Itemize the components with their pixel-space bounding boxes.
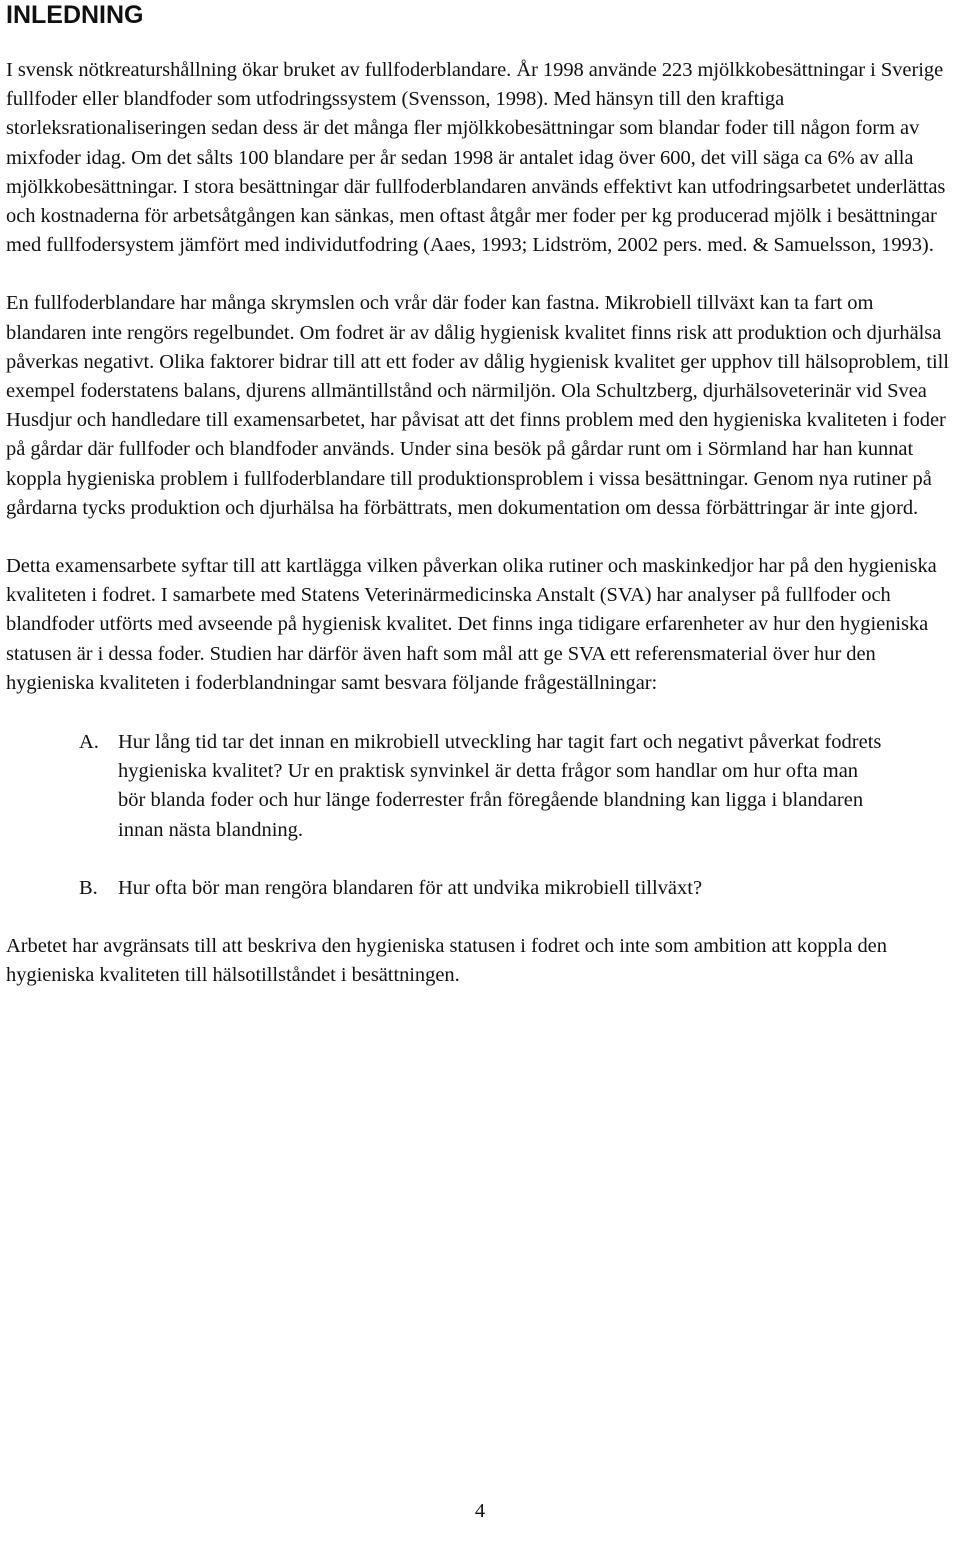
research-question-a [6,728,946,845]
research-question-b [6,874,946,903]
list-marker: B. [79,876,98,899]
paragraph-aim: Detta examensarbete syftar till att kartlägga vilken påverkan olika rutiner och maskinkedjor har på den hygieniska kvaliteten i fodret. I samarbete med Statens Veterinärmedicinska Anstalt (SVA) har analyser på fullfoder och blandfoder utförts med avseende på hygienisk kvalitet. Det finns inga tidigare erfarenheter av hur den hygieniska statusen är i dessa foder. Studien har därför även haft som mål att ge SVA ett referensmaterial över hur den hygieniska kvaliteten i foderblandningar samt besvara följande frågeställningar: [6,555,937,694]
paragraph-scope: Arbetet har avgränsats till att beskriva den hygieniska statusen i fodret och inte som ambition att koppla den hygieniska kvaliteten till hälsotillståndet i besättningen. [6,935,887,987]
list-item-text: Hur lång tid tar det innan en mikrobiell utveckling har tagit fart och negativt påverkat fodrets hygieniska kvalitet? Ur en praktisk synvinkel är detta frågor som handlar om hur ofta man bör blanda foder och hur länge foderrester från föregående blandning kan ligga i blandaren innan nästa blandning. [118,731,882,841]
research-questions-list [6,728,956,903]
section-heading: INLEDNING [6,1,144,29]
paragraph-mixer-hygiene: En fullfoderblandare har många skrymslen och vrår där foder kan fastna. Mikrobiell tillväxt kan ta fart om blandaren inte rengörs regelbundet. Om fodret är av dålig hygienisk kvalitet finns risk att produktion och djurhälsa påverkas negativt. Olika faktorer bidrar till att ett foder av dålig hygienisk kvalitet ger upphov till hälsoproblem, till exempel foderstatens balans, djurens allmäntillstånd och närmiljön. Ola Schultzberg, djurhälsoveterinär vid Svea Husdjur och handledare till examensarbetet, har påvisat att det finns problem med den hygieniska kvaliteten i foder på gårdar där fullfoder och blandfoder används. Under sina besök på gårdar runt om i Sörmland har han kunnat koppla hygieniska problem i fullfoderblandare till produktionsproblem i vissa besättningar. Genom nya rutiner på gårdarna tycks produktion och djurhälsa ha förbättrats, men dokumentation om dessa förbättringar är inte gjord. [6,292,949,519]
document-page [6,0,956,990]
paragraph-intro: I svensk nötkreaturshållning ökar bruket av fullfoderblandare. År 1998 använde 223 mjölkkobesättningar i Sverige fullfoder eller blandfoder som utfodringssystem (Svensson, 1998). Med hänsyn till den kraftiga storleksrationaliseringen sedan dess är det många fler mjölkkobesättningar som blandar foder till någon form av mixfoder idag. Om det sålts 100 blandare per år sedan 1998 är antalet idag över 600, det vill säga ca 6% av alla mjölkkobesättningar. I stora besättningar där fullfoderblandaren används effektivt kan utfodringsarbetet underlättas och kostnaderna för arbetsåtgången kan sänkas, men oftast åtgår mer foder per kg producerad mjölk i besättningar med fullfodersystem jämfört med individutfodring (Aaes, 1993; Lidström, 2002 pers. med. & Samuelsson, 1993). [6,59,946,257]
page-number: 4 [474,1500,486,1522]
list-item-text: Hur ofta bör man rengöra blandaren för att undvika mikrobiell tillväxt? [118,876,703,899]
list-marker: A. [79,731,99,754]
